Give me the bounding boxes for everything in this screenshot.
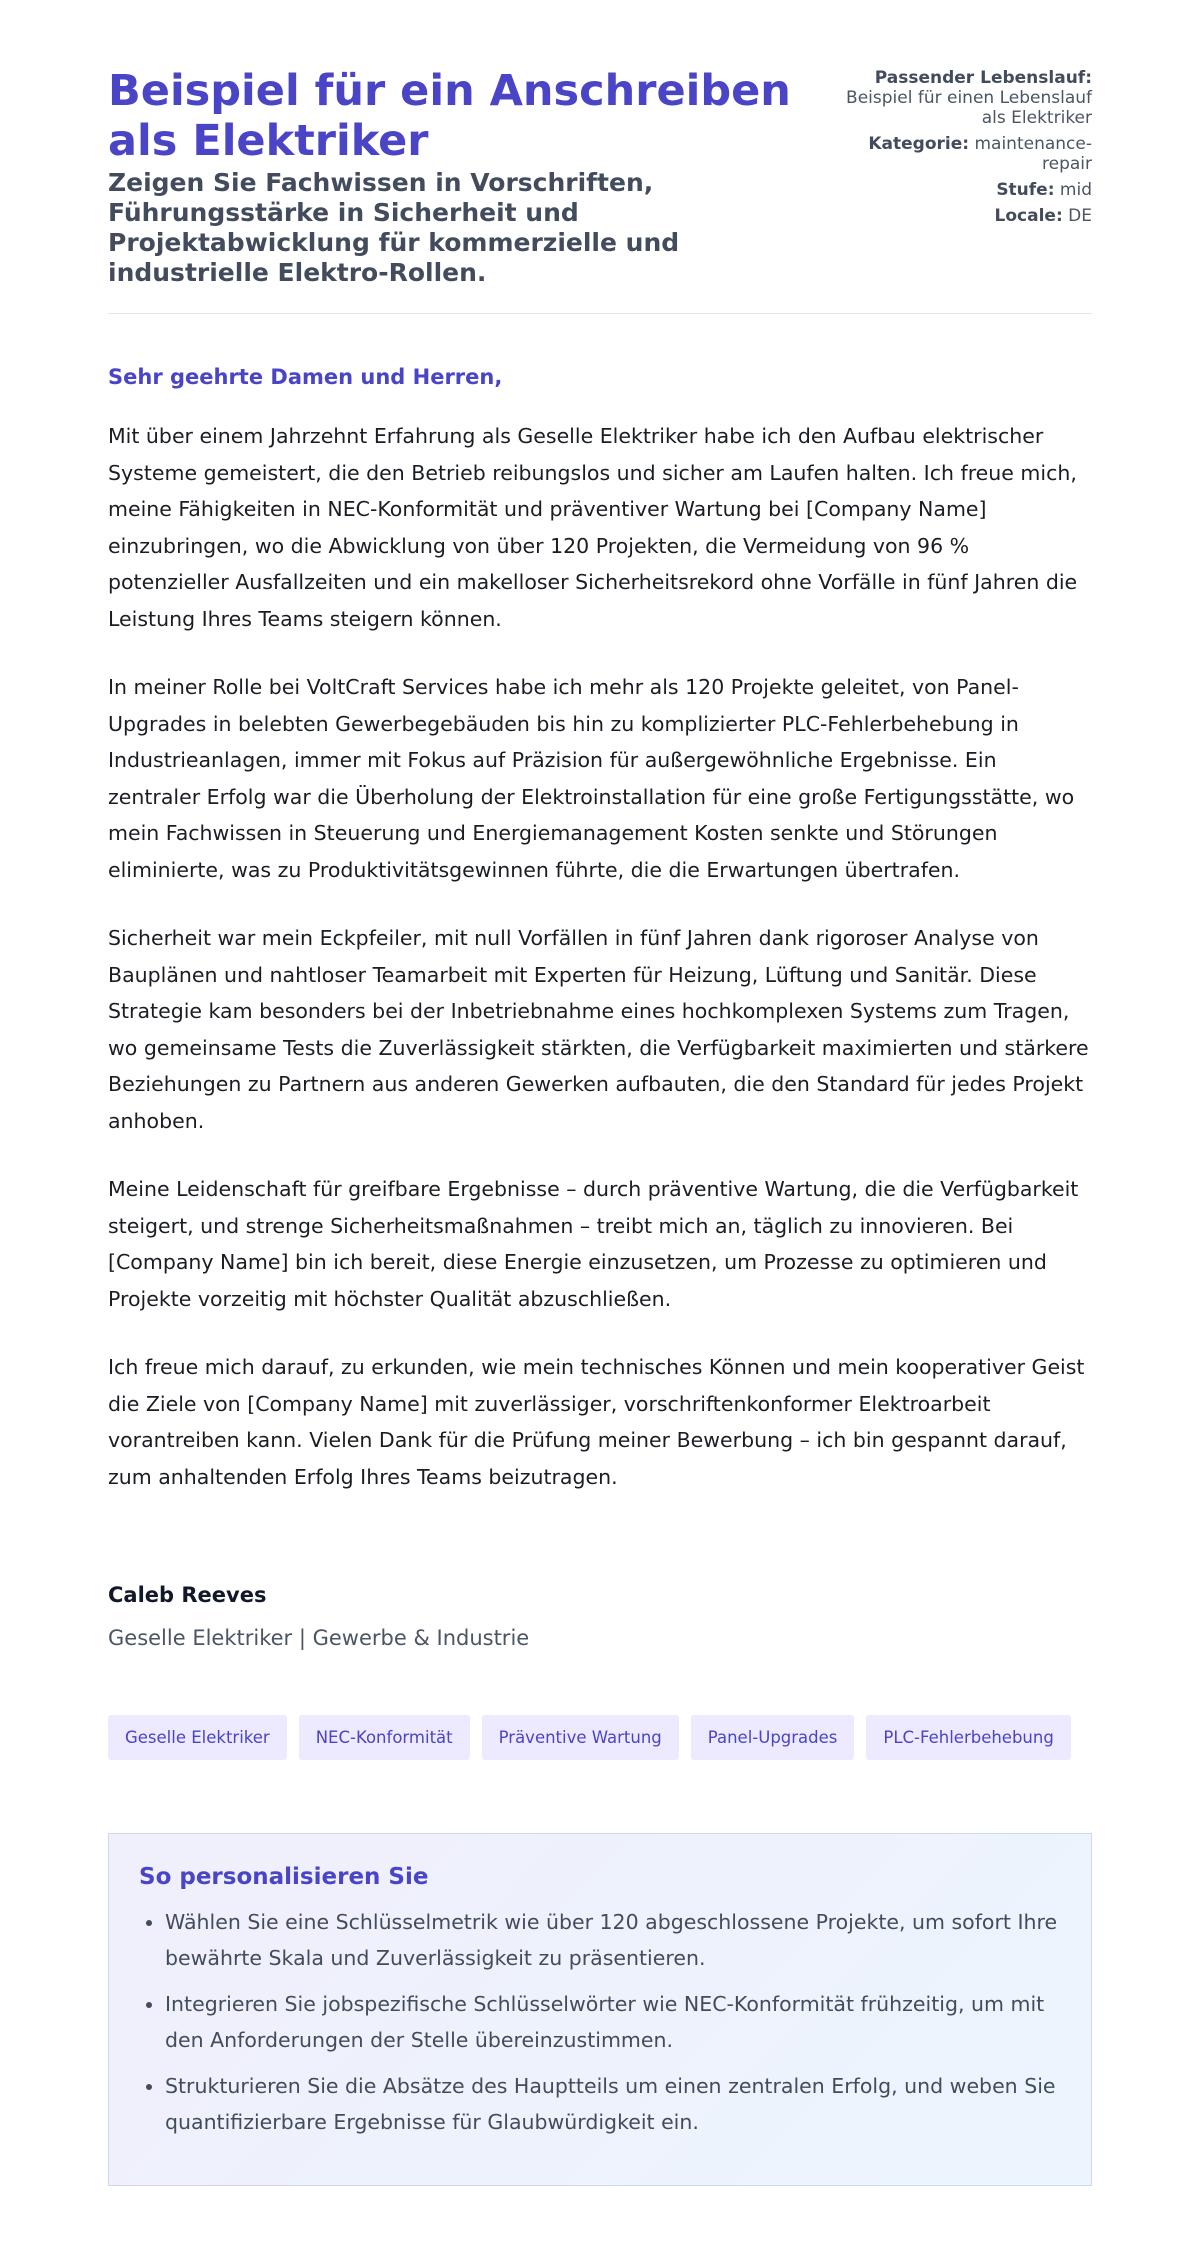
tips-box	[108, 1833, 1092, 2186]
meta-locale-value: DE	[1068, 206, 1092, 226]
skill-tag[interactable]: Panel-Upgrades	[691, 1715, 855, 1760]
meta-category-value: maintenance-repair	[974, 134, 1092, 174]
header	[108, 66, 1092, 288]
signature-name: Caleb Reeves	[108, 1583, 267, 1607]
meta-locale-label: Locale:	[994, 206, 1063, 226]
meta-category-label: Kategorie:	[868, 134, 970, 154]
meta-level	[842, 180, 1092, 200]
header-divider	[108, 313, 1092, 314]
tips-item: • Wählen Sie eine Schlüsselmetrik wie über 120 abgeschlossene Projekte, um sofort Ihre bewährte Skala und Zuverlässigkeit zu präsentieren.	[165, 1904, 1061, 1976]
letter-greeting: Sehr geehrte Damen und Herren,	[108, 365, 503, 389]
meta-resume	[842, 68, 1092, 128]
letter-paragraph: Meine Leidenschaft für greifbare Ergebnisse – durch präventive Wartung, die die Verfügbarkeit steigert, und strenge Sicherheitsmaßnahmen – treibt mich an, täglich zu innovieren. Bei [Company Name] bin ich bereit, diese Energie einzusetzen, um Prozesse zu optimieren und Projekte vorzeitig mit höchster Qualität abzuschließen.	[108, 1177, 1079, 1311]
tips-item: • Strukturieren Sie die Absätze des Hauptteils um einen zentralen Erfolg, und weben Sie quantifizierbare Ergebnisse für Glaubwürdigkeit ein.	[165, 2068, 1061, 2140]
meta-resume-label: Passender Lebenslauf:	[874, 68, 1092, 88]
skill-tag[interactable]: PLC-Fehlerbehebung	[866, 1715, 1070, 1760]
page-title: Beispiel für ein Anschreiben als Elektriker	[108, 66, 791, 166]
skill-tag[interactable]: Präventive Wartung	[482, 1715, 679, 1760]
letter-body	[108, 418, 1092, 1527]
page-subtitle: Zeigen Sie Fachwissen in Vorschriften, Führungsstärke in Sicherheit und Projektabwicklung für kommerzielle und industrielle Elektro-Rollen.	[108, 168, 680, 287]
meta-category	[842, 134, 1092, 174]
meta-resume-value[interactable]: Beispiel für einen Lebenslauf als Elektriker	[846, 88, 1092, 128]
skill-tag[interactable]: NEC-Konformität	[299, 1715, 470, 1760]
meta-panel	[842, 68, 1092, 232]
letter-paragraph: Sicherheit war mein Eckpfeiler, mit null Vorfällen in fünf Jahren dank rigoroser Analyse von Bauplänen und nahtloser Teamarbeit mit Experten für Heizung, Lüftung und Sanitär. Diese Strategie kam besonders bei der Inbetriebnahme eines hochkomplexen Systems zum Tragen, wo gemeinsame Tests die Zuverlässigkeit stärkten, die Verfügbarkeit maximierten und stärkere Beziehungen zu Partnern aus anderen Gewerken aufbauten, die den Standard für jedes Projekt anhoben.	[108, 926, 1089, 1133]
tips-item: • Integrieren Sie jobspezifische Schlüsselwörter wie NEC-Konformität frühzeitig, um mit den Anforderungen der Stelle übereinzustimmen.	[165, 1986, 1061, 2058]
meta-level-label: Stufe:	[996, 180, 1055, 200]
tips-title: So personalisieren Sie	[139, 1864, 429, 1890]
skill-tags	[108, 1715, 1071, 1760]
letter-paragraph: Ich freue mich darauf, zu erkunden, wie mein technisches Können und mein kooperativer Geist die Ziele von [Company Name] mit zuverlässiger, vorschriftenkonformer Elektroarbeit vorantreiben kann. Vielen Dank für die Prüfung meiner Bewerbung – ich bin gespannt darauf, zum anhaltenden Erfolg Ihres Teams beizutragen.	[108, 1355, 1085, 1489]
meta-level-value: mid	[1059, 180, 1092, 200]
letter-paragraph: Mit über einem Jahrzehnt Erfahrung als Geselle Elektriker habe ich den Aufbau elektrischer Systeme gemeistert, die den Betrieb reibungslos und sicher am Laufen halten. Ich freue mich, meine Fähigkeiten in NEC-Konformität und präventiver Wartung bei [Company Name] einzubringen, wo die Abwicklung von über 120 Projekten, die Vermeidung von 96 % potenzieller Ausfallzeiten und ein makelloser Sicherheitsrekord ohne Vorfälle in fünf Jahren die Leistung Ihres Teams steigern können.	[108, 424, 1078, 631]
signature-role: Geselle Elektriker | Gewerbe & Industrie	[108, 1626, 530, 1650]
skill-tag[interactable]: Geselle Elektriker	[108, 1715, 287, 1760]
letter-paragraph: In meiner Rolle bei VoltCraft Services habe ich mehr als 120 Projekte geleitet, von Panel-Upgrades in belebten Gewerbegebäuden bis hin zu komplizierter PLC-Fehlerbehebung in Industrieanlagen, immer mit Fokus auf Präzision für außergewöhnliche Ergebnisse. Ein zentraler Erfolg war die Überholung der Elektroinstallation für eine große Fertigungsstätte, wo mein Fachwissen in Steuerung und Energiemanagement Kosten senkte und Störungen eliminierte, was zu Produktivitätsgewinnen führte, die die Erwartungen übertrafen.	[108, 675, 1075, 882]
tips-list	[139, 1904, 1061, 2140]
meta-locale	[842, 206, 1092, 226]
